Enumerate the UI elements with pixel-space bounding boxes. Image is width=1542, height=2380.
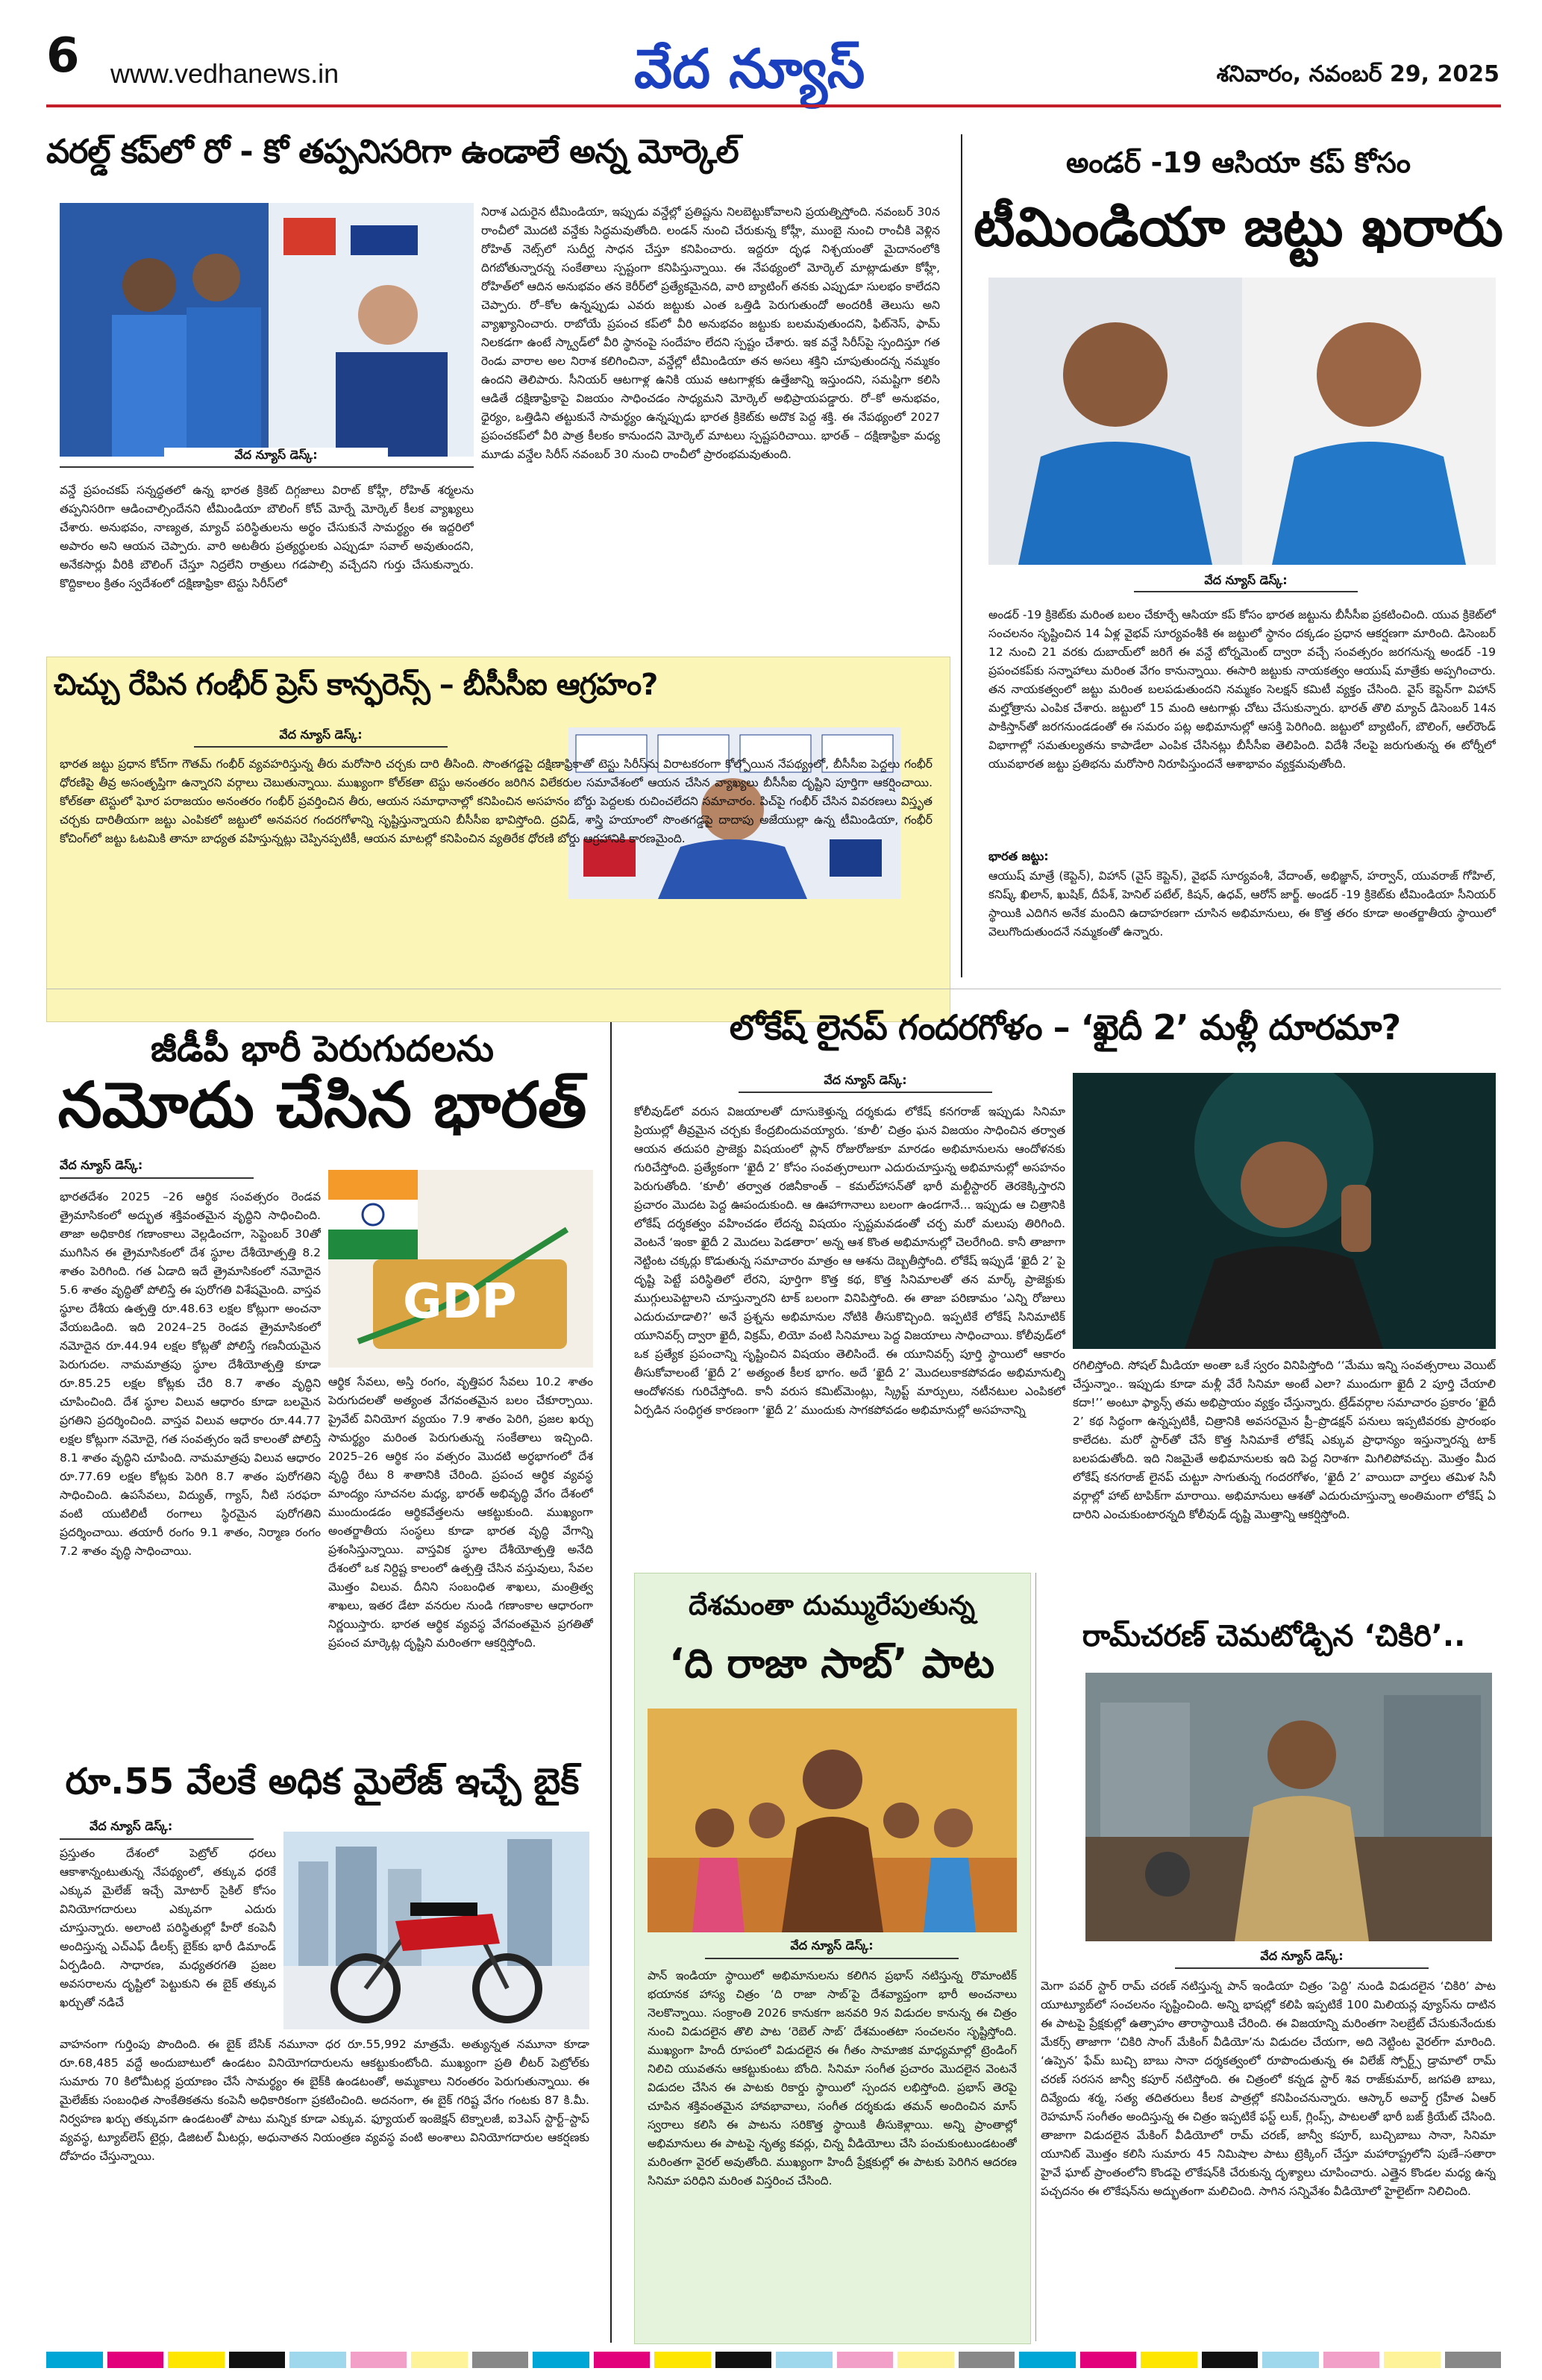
gambhir-byline: వేద న్యూస్ డెస్క్:: [279, 727, 363, 742]
chikiri-headline: రామ్‌చరణ్ చెమటోడ్చిన ‘చికిరి’..: [1082, 1619, 1466, 1653]
bike-text-bottom: వాహనంగా గుర్తింపు పొందింది. ఈ బైక్ బేసిక్ నమూనా ధర రూ.55,992 మాత్రమే. అత్యున్నత నమూనా కూడా రూ.68,485 వద్దే అందుబాటులో ఉండటం వినియోగదారులను ఆకట్టుకుంటోంది. ముఖ్యంగా ప్రతి లీటర్ పెట్రోల్‌కు సుమారు 70 కిలోమీటర్ల ప్రయాణం చేసే సామర్థ్యం ఈ బైక్‌కి ఉండటంతో, అమ్మకాలు నిరంతరం పెరుగుతున్నాయి. ఈ మైలేజ్‌కు సంబంధిత సాంకేతికతను కంపెనీ అధికారికంగా ప్రకటించింది. అదనంగా, ఈ బైక్ గరిష్ట వేగం గంటకు 87 కి.మీ. నిర్వహణ ఖర్చు తక్కువగా ఉండటంతో పాటు మన్నిక కూడా ఎక్కువ. ఫ్యూయల్ ఇంజెక్షన్ టెక్నాలజీ, ఐ3ఎస్ స్టార్ట్–స్టాప్ వ్యవస్థ, ట్యూబ్‌లెస్ టైర్లు, డిజిటల్ మీటర్లు, అధునాతన నియంత్రణ వ్యవస్థ వంటి అంశాలు వినియోగదారుల ఆకర్షణకు దోహదం చేస్తున్నాయి.: [60, 2038, 589, 2163]
gambhir-headline: చిచ్చు రేపిన గంభీర్ ప్రెస్ కాన్ఫరెన్స్ – బీసీసీఐ ఆగ్రహం?: [54, 668, 658, 702]
raja-saab-byline: వేద న్యూస్ డెస్క్:: [790, 1938, 874, 1952]
worldcup-byline: వేద న్యూస్ డెస్క్:: [164, 448, 388, 465]
gambhir-caption-rule: [194, 746, 448, 748]
u19-headline: టీమిండియా జట్టు ఖరారు: [974, 195, 1503, 258]
gdp-headline-line2: నమోదు చేసిన భారత్: [57, 1068, 587, 1142]
gambhir-text: భారత జట్టు ప్రధాన కోచ్‌గా గౌతమ్ గంభీర్ వ్యవహరిస్తున్న తీరు మరోసారి చర్చకు దారి తీసింది. సొంతగడ్డపై దక్షిణాఫ్రికాతో టెస్టు సిరీస్‌ను విరాటకరంగా కోల్పోయిన నేపథ్యంలో, బీసీసీఐ పెద్దలు గంభీర్ ధోరణిపై తీవ్ర అసంతృప్తిగా ఉన్నారని వర్గాలు చెబుతున్నాయి. ముఖ్యంగా కోల్‌కతా టెస్టు అనంతరం జరిగిన విలేకరుల సమావేశంలో ఆయన చేసిన వ్యాఖ్యలు బీసీసీఐ దృష్టిని పూర్తిగా ఆకర్షించాయి. కోల్‌కతా టెస్టులో ఘోర పరాజయం అనంతరం గంభీర్ ప్రవర్తించిన తీరు, ఆయన సమాధానాల్లో కనిపించిన అసహనం బోర్డు పెద్దలకు రుచించలేదని సమాచారం. పిచ్‌పై గంభీర్ చేసిన వివరణలు విస్తృత చర్చకు దారితీయగా జట్టు ఎంపికలో జట్టులో అనవసర గందరగోళాన్ని సృష్టిస్తున్నాయని బీసీసీఐ భావిస్తోంది. ద్రవిడ్, శాస్త్రి హయాంలో సొంతగడ్డపై దాదాపు అజేయుల్లా ఉన్న టీమిండియా, గంభీర్ కోచింగ్‌లో జట్టు ఓటమికి తానూ బాధ్యత వహిస్తున్నట్లు చెప్పినప్పటికీ, ఆయన మాటల్లో కనిపించిన వ్యతిరేక ధోరణి బోర్డు ఆగ్రహానికి కారణమైంది.: [60, 757, 933, 845]
raja-saab-headline: ‘ది రాజా సాబ్’ పాట: [668, 1640, 995, 1687]
lokesh-headline: లోకేష్ లైనప్ గందరగోళం – ‘ఖైదీ 2’ మళ్లీ దూరమా?: [729, 1007, 1401, 1047]
worldcup-text-bottom: వన్డే ప్రపంచకప్ సన్నద్ధతలో ఉన్న భారత క్రికెట్ దిగ్గజాలు విరాట్ కోహ్లీ, రోహిత్ శర్మలను తప్పనిసరిగా ఆడించాల్సిందేనని టీమిండియా బౌలింగ్ కోచ్ మోర్నే మోర్కెల్ కీలక వ్యాఖ్యలు చేశారు. అనుభవం, నాణ్యత, మ్యాచ్ పరిస్థితులను అర్థం చేసుకునే సామర్థ్యం ఈ ఇద్దరిలో అపారం అని ఆయన చెప్పారు. వారి అటతీరు ప్రత్యర్థులకు ఎప్పుడూ సవాల్ అవుతుందని, అనేకసార్లు వీరికి బౌలింగ్ చేస్తూ నిద్రలేని రాత్రులు గడపాల్సి వచ్చేదని గుర్తు చేసుకున్నారు. కొద్దికాలం క్రితం స్వదేశంలో దక్షిణాఫ్రికా టెస్టు సిరీస్‌లో: [60, 483, 474, 590]
worldcup-caption-rule: [60, 466, 474, 468]
gdp-caption-rule: [60, 1177, 254, 1179]
bike-headline: రూ.55 వేలకే అధిక మైలేజ్ ఇచ్చే బైక్: [65, 1761, 580, 1803]
column-divider-bottom: [1035, 1573, 1036, 2341]
chikiri-photo: [1085, 1673, 1492, 1941]
u19-squad-label: భారత జట్టు:: [988, 849, 1049, 863]
column-divider-top: [961, 134, 962, 977]
website-url[interactable]: www.vedhanews.in: [110, 58, 339, 89]
raja-saab-caption-rule: [705, 1958, 959, 1959]
u19-text: అండర్ -19 క్రికెట్‌కు మరింత బలం చేకూర్చే ఆసియా కప్ కోసం భారత జట్టును బీసీసీఐ ప్రకటించింది. యువ క్రికెట్‌లో సంచలనం సృష్టించిన 14 ఏళ్ల వైభవ్ సూర్యవంశీకి ఈ జట్టులో స్థానం దక్కడం ప్రధాన ఆకర్షణగా మారింది. డిసెంబర్ 12 నుంచి 21 వరకు దుబాయ్‌లో జరిగే ఈ వన్డే టోర్నమెంట్ ద్వారా వచ్చే సంవత్సరం జరగనున్న అండర్ -19 ప్రపంచకప్‌కు సన్నాహాలు మరింత వేగం కానున్నాయి. ఈసారి జట్టుకు నాయకత్వం ఆయుష్ మాత్రేకు అప్పగించారు. తన నాయకత్వంలో జట్టు మరింత బలపడుతుందని నమ్మకం సెలక్షన్ కమిటీ వ్యక్తం చేసింది. వైస్ కెప్టెన్‌గా విహాన్ మల్హోత్రాను ఎంపిక చేశారు. జట్టులో 15 మంది ఆటగాళ్లు చోటు చేసుకున్నారు. భారత్ తొలి మ్యాచ్ డిసెంబర్ 14న పాకిస్తాన్‌తో జరగనుండడంతో ఈ సమరం పట్ల అభిమానుల్లో ఆసక్తి పెరిగింది. జట్టులో బ్యాటింగ్, బౌలింగ్, ఆల్‌రౌండ్ విభాగాల్లో సమతుల్యతను కాపాడేలా ఎంపిక చేసినట్లు బీసీసీఐ తెలిపింది. విదేశీ నేలపై జరుగుతున్న ఈ టోర్నీలో యువభారత జట్టు ప్రతిభను మరోసారి నిరూపిస్తుందనే ఆశాభావం వ్యక్తమవుతోంది.: [988, 608, 1496, 771]
gdp-image-label: GDP: [403, 1274, 517, 1330]
raja-saab-text: పాన్ ఇండియా స్థాయిలో అభిమానులను కలిగిన ప్రభాస్ నటిస్తున్న రొమాంటిక్ భయానక హాస్య చిత్రం ‘ది రాజా సాబ్’పై దేశవ్యాప్తంగా భారీ అంచనాలు నెలకొన్నాయి. సంక్రాంతి 2026 కానుకగా జనవరి 9న విడుదల కానున్న ఈ చిత్రం నుంచి విడుదలైన తొలి పాట ‘రెబెల్ సాబ్’ దేశమంతటా సంచలనం సృష్టిస్తోంది. ముఖ్యంగా హిందీ రూపంలో విడుదలైన ఈ గీతం సామాజిక మాధ్యమాల్లో ట్రెండింగ్ నిలిచి యువతను ఆకట్టుకుంటు బోంది. సినిమా సంగీత ప్రచారం మొదలైన వెంటనే విడుదల చేసిన ఈ పాటకు రికార్డు స్థాయిలో స్పందన లభిస్తోంది. ప్రభాస్ తెరపై చూపిన శక్తివంతమైన హావభావాలు, సంగీత దర్శకుడు తమన్ అందించిన మాస్ స్వరాలు కలిసి ఈ పాటను సరికొత్త స్థాయికి తీసుకెళ్లాయి. అన్ని ప్రాంతాల్లో అభిమానులు ఈ పాటపై నృత్య కవర్లు, చిన్న వీడియోలు చేసి పంచుకుంటుండటంతో మరింతగా వైరల్ అవుతోంది. ముఖ్యంగా హిందీ ప్రేక్షకుల్లో ఈ పాటకు పెరిగిన ఆదరణ సినిమా పరిధిని మరింత విస్తరించ చేసింది.: [648, 1969, 1017, 2188]
bike-text-left: ప్రస్తుతం దేశంలో పెట్రోల్ ధరలు ఆకాశాన్నంటుతున్న నేపథ్యంలో, తక్కువ ధరకే ఎక్కువ మైలేజ్ ఇచ్చే మోటార్ సైకిల్ కోసం వినియోగదారులు ఎక్కువగా ఎదురు చూస్తున్నారు. అలాంటి పరిస్థితుల్లో హీరో కంపెనీ అందిస్తున్న ఎచ్‌ఎఫ్ డీలక్స్ బైక్‌కు భారీ డిమాండ్ ఏర్పడింది. సాధారణ, మధ్యతరగతి ప్రజల అవసరాలను దృష్టిలో పెట్టుకుని ఈ బైక్ తక్కువ ఖర్చుతో నడిచే: [60, 1847, 276, 2009]
gdp-headline-line1: జీడీపీ భారీ పెరుగుదలను: [150, 1028, 495, 1070]
worldcup-photo: [60, 203, 474, 457]
raja-saab-kicker: దేశమంతా దుమ్మురేపుతున్న: [688, 1591, 976, 1621]
u19-kicker: అండర్ -19 ఆసియా కప్ కోసం: [1065, 146, 1411, 179]
chikiri-text: మెగా పవర్ స్టార్ రామ్ చరణ్ నటిస్తున్న పాన్ ఇండియా చిత్రం ‘పెద్ది’ నుండి విడుదలైన ‘చికిరి’ పాట యూట్యూబ్‌లో సంచలనం సృష్టించింది. అన్ని భాషల్లో కలిపి ఇప్పటికే 100 మిలియన్ల వ్యూస్‌ను దాటిన ఈ పాటపై ప్రేక్షకుల్లో ఉత్సాహం తారాస్థాయికి చేరింది. ఈ విజయాన్ని మరింతగా సెలబ్రేట్ చేసుకునేందుకు మేకర్స్ తాజాగా ‘చికిరి సాంగ్ మేకింగ్ వీడియో’ను విడుదల చేయగా, అది నెట్టింట వైరల్‌గా మారింది. ‘ఉప్పెన’ ఫేమ్ బుచ్చి బాబు సానా దర్శకత్వంలో రూపొందుతున్న ఈ విలేజ్ స్పోర్ట్స్ డ్రామాలో రామ్ చరణ్ సరసన జాన్వీ కపూర్ నటిస్తోంది. ఈ చిత్రంలో కన్నడ స్టార్ శివ రాజ్‌కుమార్, జగపతి బాబు, దివ్యేందు శర్మ, సత్య తదితరులు కీలక పాత్రల్లో కనిపించనున్నారు. ఆస్కార్ అవార్డ్ గ్రహీత ఏఆర్ రెహమాన్ సంగీతం అందిస్తున్న ఈ చిత్రం ఇప్పటికే ఫస్ట్ లుక్, గ్లింప్స్, పాటలతో భారీ బజ్ క్రియేట్ చేసింది. తాజాగా విడుదలైన మేకింగ్ వీడియోలో రామ్ చరణ్, జాన్వీ కపూర్, బుచ్చిబాబు సానా, సినిమా యూనిట్ మొత్తం కలిసి సుమారు 45 నిమిషాల పాటు ట్రెక్కింగ్ చేస్తూ మహారాష్ట్రలోని పుణే–సతారా హైవే ఘాట్ ప్రాంతంలోని కొండపై లొకేషన్‌కి చేరుకున్న దృశ్యాలు చూపించారు. ఎత్తైన కొండల మధ్య ఉన్న పచ్చదనం ఈ లొకేషన్‌ను అద్భుతంగా మలిచింది. సాగిన సన్నివేశం వీడియోలో హైలైట్‌గా నిలిచింది.: [1041, 1979, 1496, 2198]
color-calibration-strip: [46, 2352, 1501, 2368]
chikiri-caption-rule: [1175, 1967, 1429, 1969]
u19-squad-text: ఆయుష్ మాత్రే (కెప్టెన్), విహాన్ (వైస్ కెప్టెన్), వైభవ్ సూర్యవంశీ, వేదాంత్, అభిజ్ఞాన్, హర్వాన్, యువరాజ్ గోహిల్, కనిష్క్ ఖిలాన్, ఖుషిక్, దీపేశ్, హెనిల్ పటేల్, కిషన్, ఉధవ్, ఆరోన్ జార్జ్. అండర్ -19 క్రికెట్‌కు టీమిండియా సీనియర్ స్థాయికి ఎదిగిన అనేక మందిని ఉదాహరణగా చూసిన అభిమానులు, ఈ కొత్త తరం కూడా అంతర్జాతీయ స్థాయిలో వెలుగొందుతుందనే నమ్మకంతో ఉన్నారు.: [988, 869, 1496, 939]
issue-date: శనివారం, నవంబర్ 29, 2025: [1216, 61, 1499, 87]
u19-byline: వేద న్యూస్ డెస్క్:: [1204, 573, 1288, 587]
chikiri-byline: వేద న్యూస్ డెస్క్:: [1260, 1949, 1344, 1963]
u19-caption-rule: [1134, 591, 1358, 592]
lokesh-photo: [1073, 1073, 1496, 1349]
lokesh-text-right: రగిలిస్తోంది. సోషల్ మీడియా అంతా ఒకే స్వరం వినిపిస్తోంది ‘‘మేము ఇన్ని సంవత్సరాలు వెయిట్ చేస్తున్నాం.. ఇప్పుడు కూడా మళ్లీ వేరే సినిమా అంటే ఎలా? ముందుగా ఖైదీ 2 పూర్తి చేయాలి కదా!’’ అంటూ ఫ్యాన్స్ తమ అభిప్రాయం వ్యక్తం చేస్తున్నారు. ట్రేడ్‌వర్గాల సమాచారం ప్రకారం ‘ఖైదీ 2’ కథ సిద్ధంగా ఉన్నప్పటికీ, చిత్రానికి అవసరమైన ప్రీ–ప్రొడక్షన్ పనులు ఇప్పటివరకు ప్రారంభం కాలేదట. మరో స్టార్‌తో చేసే కొత్త సినిమాకే లోకేష్ ఎక్కువ ప్రాధాన్యం ఇస్తున్నారన్న టాక్ బలపడుతోంది. ఇది నిజమైతే అభిమానులకు ఇది పెద్ద నిరాశగా మిగిలిపోవచ్చు. మొత్తం మీద లోకేష్ కనగరాజ్ లైనప్ చుట్టూ సాగుతున్న గందరగోళం, ‘ఖైదీ 2’ వాయిదా వార్తలు తమిళ సినీ వర్గాల్లో హాట్ టాపిక్‌గా మారాయి. అభిమానులు ఆశతో ఎదురుచూస్తున్నా అంతిమంగా లోకేష్ ఏ దారిని ఎంచుకుంటారన్నది కోలీవుడ్ దృష్టి మొత్తాన్ని ఆకర్షిస్తోంది.: [1073, 1359, 1496, 1521]
bike-byline: వేద న్యూస్ డెస్క్:: [90, 1819, 173, 1833]
bike-caption-rule: [60, 1838, 254, 1840]
lokesh-byline: వేద న్యూస్ డెస్క్:: [824, 1073, 907, 1087]
gdp-text-left: భారతదేశం 2025 –26 ఆర్థిక సంవత్సరం రెండవ త్రైమాసికంలో అద్భుత శక్తివంతమైన వృద్ధిని సాధించింది. తాజా అధికారిక గణాంకాలు వెల్లడించగా, సెప్టెంబర్ 30తో ముగిసిన ఈ త్రైమాసికంలో దేశ స్థూల దేశీయోత్పత్తి 8.2 శాతం పెరిగింది. గత ఏడాది ఇదే త్రైమాసికంలో నమోదైన 5.6 శాతం వృద్ధితో పోలిస్తే ఈ పురోగతి విశేషమైంది. వాస్తవ స్థూల దేశీయ ఉత్పత్తి రూ.48.63 లక్షల కోట్లుగా అంచనా వేయబడింది. ఇది 2024–25 రెండవ త్రైమాసికంలో నమోదైన రూ.44.94 లక్షల కోట్లతో పోలిస్తే గణనీయమైన పెరుగుదల. నామమాత్రపు స్థూల దేశీయోత్పత్తి కూడా రూ.85.25 లక్షల కోట్లకు చేరి 8.7 శాతం వృద్ధిని చూపించింది. దేశ స్థూల విలువ ఆధారం కూడా బలమైన ప్రగతిని ప్రదర్శించింది. వాస్తవ విలువ ఆధారం రూ.44.77 లక్షల కోట్లుగా నమోదై, గత సంవత్సరం ఇదే కాలంతో పోలిస్తే 8.1 శాతం వృద్ధిని చూపింది. నామమాత్రపు విలువ ఆధారం రూ.77.69 లక్షల కోట్లకు పెరిగి 8.7 శాతం పురోగతిని సాధించింది. ఉపసేవలు, విద్యుత్, గ్యాస్, నీటి సరఫరా వంటి యుటిలిటీ రంగాలు స్థిరమైన పురోగతిని ప్రదర్శించాయి. తయారీ రంగం 9.1 శాతం, నిర్మాణ రంగం 7.2 శాతం వృద్ధి సాధించాయి.: [60, 1190, 321, 1558]
gdp-byline: వేద న్యూస్ డెస్క్:: [60, 1158, 143, 1172]
header-rule: [46, 104, 1501, 107]
lokesh-caption-rule: [739, 1092, 992, 1093]
worldcup-headline: వరల్డ్ కప్‌లో రో - కో తప్పనిసరిగా ఉండాలే అన్న మోర్కెల్: [46, 133, 739, 171]
lokesh-text-left: కోలీవుడ్‌లో వరుస విజయాలతో దూసుకెళ్తున్న దర్శకుడు లోకేష్ కనగరాజ్ ఇప్పుడు సినిమా ప్రియుల్లో తీవ్రమైన చర్చకు కేంద్రబిందువయ్యారు. ‘కూలీ’ చిత్రం ఘన విజయం సాధించిన తర్వాత ఆయన తదుపరి ప్రాజెక్టు విషయంలో ప్లాన్ రోజురోజుకూ మారడం అభిమానులను ఆందోళనకు గురిచేస్తోంది. ప్రత్యేకంగా ‘ఖైదీ 2’ కోసం సంవత్సరాలుగా ఎదురుచూస్తున్న అభిమానుల్లో అసహనం పెరుగుతోంది. ‘కూలీ’ తర్వాత రజినీకాంత్ – కమల్‌హాసన్‌తో భారీ మల్టీస్టారర్ తెరకెక్కిస్తారని ప్రచారం మొదట పెద్ద ఊపందుకుంది. ఆ ఊహాగానాలు బలంగా ఉండగానే... ఇప్పుడు ఆ చిత్రానికి లోకేష్ దర్శకత్వం వహించడం లేదన్న విషయం స్పష్టమవడంతో చర్చ మరో మలుపు తిరిగింది. వెంటనే ‘ఇంకా ఖైదీ 2 మొదలు పెడతారా’ అన్న ఆశ కొంత అభిమానుల్లో చెలరేగింది. కానీ తాజాగా నెట్టింట చక్కర్లు కొడుతున్న సమాచారం మాత్రం ఆ ఆశను దెబ్బతీస్తోంది. లోకేష్ ఇప్పుడే ‘ఖైదీ 2’ పై దృష్టి పెట్టే పరిస్థితిలో లేరని, పూర్తిగా కొత్త కథ, కొత్త సినిమాలతో తన మార్క్ ప్రాజెక్టుకు ముగ్గులుపెట్టాలని చూస్తున్నారని టాక్ బలంగా వినిపిస్తోంది. ఈ తాజా పరిణామం ‘ఎన్ని రోజులు ఎదురుచూడాలి?’ అనే ప్రశ్నను అభిమానుల నోటికి తీసుకొచ్చింది. ఇప్పటికే లోకేష్ సినిమాటిక్ యూనివర్స్ ద్వారా ఖైదీ, విక్రమ్, లియో వంటి సినిమాలు పెద్ద విజయాలు సాధించాయి. కోలీవుడ్‌లో ఒక ప్రత్యేక ప్రపంచాన్ని సృష్టించిన విషయం తెలిసిందే. ఈ యూనివర్స్ పూర్తి స్థాయిలో ఆకారం తీసుకోవాలంటే ‘ఖైదీ 2’ అత్యంత కీలక భాగం. అదే ‘ఖైదీ 2’ మొదలుకాకపోవడం అభిమానుల్ని ఆందోళనకు గురిచేస్తోంది. కానీ వరుస కమిట్‌మెంట్లు, స్క్రిప్ట్ మార్పులు, నటీనటుల ఎంపికలో ఏర్పడిన సంధిగ్ధత కారణంగా ‘ఖైదీ 2’ ముందుకు సాగకపోవడం అభిమానుల్లో అసహనాన్ని: [634, 1105, 1065, 1417]
masthead-title: వేద న్యూస్: [634, 37, 865, 100]
u19-photo: [988, 278, 1496, 565]
gdp-text-right: ఆర్థిక సేవలు, అస్తి రంగం, వృత్తిపర సేవలు 10.2 శాతం పెరుగుదలతో అత్యంత వేగవంతమైన బలం చేకూర్చాయి. ప్రైవేట్ వినియోగ వ్యయం 7.9 శాతం పెరిగి, ప్రజల ఖర్చు సామర్థ్యం మరింత పెరుగుతున్న సంకేతాలు ఇచ్చింది. 2025–26 ఆర్థిక సం వత్సరం మొదటి అర్ధభాగంలో దేశ వృద్ధి రేటు 8 శాతానికి చేరింది. ప్రపంచ ఆర్థిక వ్యవస్థ మాంద్యం సూచనల మధ్య, భారత్ అభివృద్ధి వేగం దేశంలో ముందుండడం ఆర్థికవేత్తలను ఆకట్టుకుంది. ముఖ్యంగా అంతర్జాతీయ సంస్థలు కూడా భారత వృద్ధి వేగాన్ని ప్రశంసిస్తున్నాయి. వాస్తవిక స్థూల దేశీయోత్పత్తి అనేది దేశంలో ఒక నిర్దిష్ట కాలంలో ఉత్పత్తి చేసిన వస్తువులు, సేవల మొత్తం విలువ. దీనిని సంబంధిత శాఖలు, మంత్రిత్వ శాఖలు, ఇతర డేటా వనరుల నుండి గణాంకాల ఆధారంగా నిర్ణయిస్తారు. భారత ఆర్థిక వ్యవస్థ వేగవంతమైన ప్రగతితో ప్రపంచ మార్కెట్ల దృష్టిని మరింతగా ఆకర్షిస్తోంది.: [328, 1375, 593, 1650]
gdp-photo: [328, 1170, 593, 1368]
page-number: 6: [46, 28, 80, 84]
bike-photo: [283, 1832, 589, 2029]
worldcup-text-right: నిరాశ ఎదురైన టీమిండియా, ఇప్పుడు వన్డేల్లో ప్రతిష్టను నిలబెట్టుకోవాలని ప్రయత్నిస్తోంది. నవంబర్ 30న రాంచీలో మొదటి వన్డేకు సిద్ధమవుతోంది. లండన్ నుంచి చేరుకున్న కోహ్లీ, ముంబై నుంచి రాంచీకి వెళ్లిన రోహిత్ నెట్స్‌లో సుదీర్ఘ సాధన చేస్తూ కనిపించారు. ఇద్దరూ దృఢ నిశ్చయంతో మైదానంలోకి దిగబోతున్నారన్న సంకేతాలు స్పష్టంగా కనిపిస్తున్నాయి. ఈ నేపథ్యంలో మోర్కెల్ మాట్లాడుతూ కోహ్లీ, రోహిత్‌లో ఆదిన అనుభవం తన కెరీర్‌లో ప్రత్యేకమైనది, వారి బ్యాటింగ్ తనకు ఎప్పుడూ సులభం కాలేదని చెప్పారు. రో–కోల ఉన్నప్పుడు ఎవరు జట్టుకు ఎంత ఒత్తిడి పెరుగుతుందో అందరికీ తెలుసు అని వ్యాఖ్యానించారు. రాబోయే ప్రపంచ కప్‌లో వీరి అనుభవం జట్టుకు బలమవుతుందని, ఫిట్‌నెస్, ఫామ్ నిలకడగా ఉంటే స్క్వాడ్‌లో వీరి స్థానంపై సందేహం లేదని స్పష్టం చేశారు. ఇక వన్డే సిరీస్‌పై స్పందిస్తూ గత రెండు వారాల అల నిరాశ కలిగించినా, వన్డేల్లో టీమిండియా తన అసలు శక్తిని చూపుతుందన్న నమ్మకం ఉందని తెలిపారు. సీనియర్ ఆటగాళ్ల ఉనికి యువ ఆటగాళ్లకు ఉత్తేజాన్ని ఇస్తుందని, సమష్టిగా కలిసి ఆడితే దక్షిణాఫ్రికాపై విజయం సాధించడం సాధ్యమని మోర్కెల్ అభిప్రాయపడ్డారు. రో–కో అనుభవం, ధైర్యం, ఒత్తిడిని తట్టుకునే సామర్థ్యం ఉన్నప్పుడు భారత క్రికెట్‌కు అదొక పెద్ద శక్తి. ఈ నేపథ్యంలో 2027 ప్రపంచకప్‌లో వీరి పాత్ర కీలకం కానుందని మోర్కెల్ మాటలు స్పష్టపరిచాయి. భారత్ – దక్షిణాఫ్రికా మధ్య మూడు వన్డేల సిరీస్ నవంబర్ 30 నుంచి రాంచీలో ప్రారంభమవుతుంది.: [481, 205, 940, 461]
raja-saab-photo: [648, 1709, 1017, 1932]
column-divider-middle: [610, 1022, 612, 2343]
